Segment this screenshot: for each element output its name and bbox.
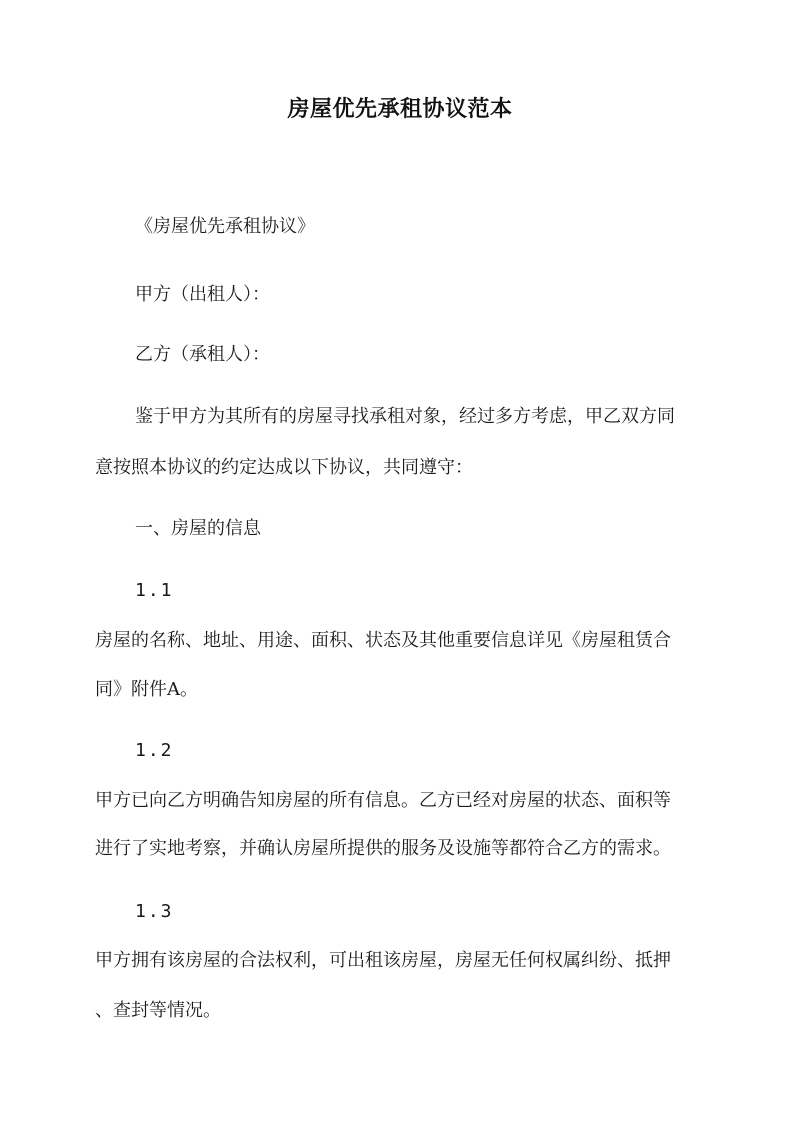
clause-1-1-line-1: 房屋的名称、地址、用途、面积、状态及其他重要信息详见《房屋租赁合 [95, 630, 671, 651]
party-a-label: 甲方（出租人）： [135, 284, 270, 305]
document-title: 房屋优先承租协议范本 [287, 96, 513, 122]
clause-1-1-line-2: 同》附件A。 [95, 679, 198, 700]
preamble-line-1: 鉴于甲方为其所有的房屋寻找承租对象，经过多方考虑，甲乙双方同 [135, 406, 675, 427]
clause-1-3-line-1: 甲方拥有该房屋的合法权利，可出租该房屋，房屋无任何权属纠纷、抵押 [95, 950, 671, 971]
section-1-heading: 一、房屋的信息 [135, 518, 261, 539]
agreement-name: 《房屋优先承租协议》 [135, 216, 315, 237]
clause-1-3-line-2: 、查封等情况。 [95, 1000, 221, 1021]
clause-1-2-line-2: 进行了实地考察，并确认房屋所提供的服务及设施等都符合乙方的需求。 [95, 838, 671, 859]
clause-1-2-number: 1.2 [135, 740, 174, 761]
clause-1-2-line-1: 甲方已向乙方明确告知房屋的所有信息。乙方已经对房屋的状态、面积等 [95, 790, 671, 811]
party-b-label: 乙方（承租人）： [135, 344, 270, 365]
clause-1-3-number: 1.3 [135, 901, 174, 922]
preamble-line-2: 意按照本协议的约定达成以下协议，共同遵守： [95, 457, 473, 478]
clause-1-1-number: 1.1 [135, 580, 174, 601]
